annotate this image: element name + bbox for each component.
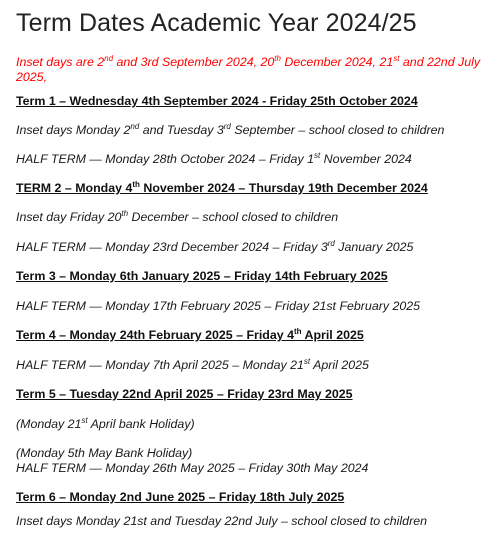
bank-holiday-may: (Monday 5th May Bank Holiday)	[16, 446, 193, 460]
term-1-inset-days: Inset days Monday 2nd and Tuesday 3rd September – school closed to children	[16, 122, 445, 137]
half-term-2: HALF TERM — Monday 23rd December 2024 – Friday 3rd January 2025	[16, 239, 414, 254]
term-6-heading: Term 6 – Monday 2nd June 2025 – Friday 18th July 2025	[16, 490, 345, 504]
half-term-4: HALF TERM — Monday 7th April 2025 – Monday 21st April 2025	[16, 357, 369, 372]
page-title: Term Dates Academic Year 2024/25	[16, 9, 417, 37]
half-term-5: HALF TERM — Monday 26th May 2025 – Friday 30th May 2024	[16, 461, 369, 475]
term-5-heading: Term 5 – Tuesday 22nd April 2025 – Friday 23rd May 2025	[16, 387, 353, 401]
term-3-heading: Term 3 – Monday 6th January 2025 – Friday 14th February 2025	[16, 269, 388, 283]
half-term-3: HALF TERM — Monday 17th February 2025 – Friday 21st February 2025	[16, 299, 421, 313]
half-term-1: HALF TERM — Monday 28th October 2024 – Friday 1st November 2024	[16, 151, 412, 166]
term-4-heading: Term 4 – Monday 24th February 2025 – Friday 4th April 2025	[16, 327, 364, 342]
term-2-heading: TERM 2 – Monday 4th November 2024 – Thursday 19th December 2024	[16, 180, 428, 195]
term-6-inset-days: Inset days Monday 21st and Tuesday 22nd July – school closed to children	[16, 514, 427, 528]
term-2-inset-day: Inset day Friday 20th December – school closed to children	[16, 209, 339, 224]
bank-holiday-april: (Monday 21st April bank Holiday)	[16, 416, 195, 431]
term-1-heading: Term 1 – Wednesday 4th September 2024 - Friday 25th October 2024	[16, 94, 418, 108]
inset-days-notice: Inset days are 2nd and 3rd September 2024, 20th December 2024, 21st and 22nd July 2025,	[16, 54, 481, 84]
